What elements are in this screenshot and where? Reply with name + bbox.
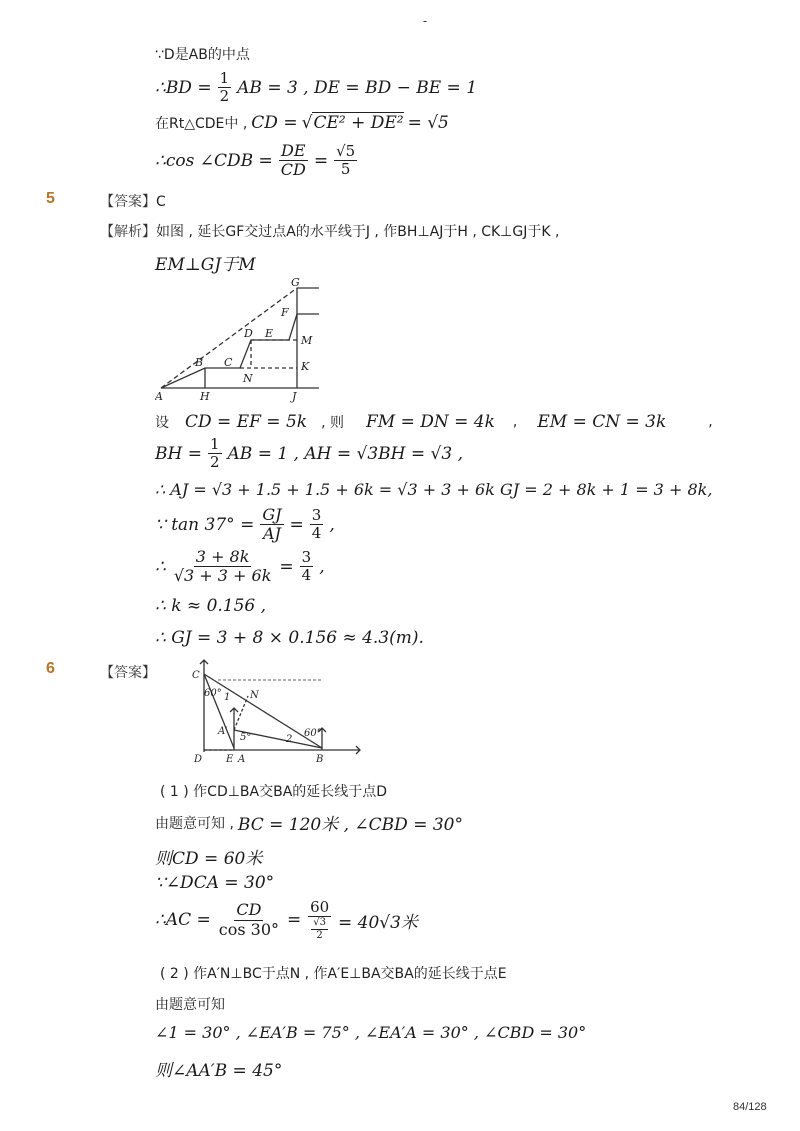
frac-numerator: GJ — [262, 505, 282, 524]
q5-number: 5 — [46, 190, 55, 207]
q5-line3-c: , 则 — [321, 415, 344, 431]
q6-line1: ( 1 ) 作CD⊥BA交BA的延长线于点D — [160, 784, 388, 800]
q6-line7: 由题意可知 — [155, 997, 225, 1013]
q6-line2-math: BC = 120米 , ∠CBD = 30° — [237, 815, 463, 835]
frac-denominator: 4 — [311, 524, 322, 543]
fig6-label-a: A — [238, 754, 246, 765]
q4-line4-frac1 — [279, 142, 308, 180]
analysis-text: 如图 , 延长GF交过点A的水平线于J , 作BH⊥AJ于H , CK⊥GJ于K , — [156, 224, 560, 240]
q5-line4 — [155, 436, 463, 472]
q6-line4: ∵∠DCA = 30° — [155, 873, 275, 893]
fig-label-k: K — [301, 360, 310, 373]
answer-value: C — [156, 194, 166, 210]
q6-line5-post: = 40√3米 — [337, 912, 418, 933]
q5-line3-d: FM = DN = 4k — [365, 412, 495, 432]
q5-line8: ∴ k ≈ 0.156 , — [155, 596, 267, 616]
q5-line6-pre: ∵ tan 37° = — [155, 514, 255, 535]
q6-line2 — [155, 810, 463, 835]
q6-line8: ∠1 = 30° , ∠EA′B = 75° , ∠EA′A = 30° , ∠CBD = 30° — [155, 1023, 587, 1042]
q5-line7-pre: ∴ — [155, 556, 166, 577]
q6-line5 — [155, 899, 418, 941]
fig-label-c: C — [224, 356, 233, 369]
q5-line6-eq: = — [289, 514, 304, 535]
q5-line4-frac — [208, 436, 222, 472]
frac-denominator: cos 30° — [218, 919, 279, 939]
q4-line3-sqrt: √CE² + DE² — [301, 113, 404, 133]
q5-line7 — [155, 548, 325, 586]
sqrt-radicand: CE² + DE² — [313, 113, 404, 133]
fig-label-f: F — [281, 306, 289, 319]
q6-line2-text: 由题意可知 , — [155, 815, 234, 832]
analysis-tag: 【解析】 — [100, 224, 156, 240]
fig-label-m: M — [301, 334, 313, 347]
q4-line2-pre: ∴BD = — [155, 77, 212, 98]
frac-numerator: CD — [236, 900, 262, 920]
q5-line9: ∴ GJ = 3 + 8 × 0.156 ≈ 4.3(m). — [155, 628, 424, 648]
frac-denominator: CD — [280, 160, 306, 180]
q5-line7-frac2 — [300, 549, 314, 585]
q5-line4-pre: BH = — [155, 443, 202, 464]
frac-numerator: 1 — [219, 69, 230, 87]
fig6-label-60a: 60° — [204, 688, 222, 699]
frac-denominator: 2 — [209, 453, 220, 472]
frac-numerator: 3 — [311, 506, 322, 525]
q4-line1: ∵D是AB的中点 — [155, 47, 250, 63]
q5-line3-a: 设 — [155, 415, 169, 431]
q6-figure — [190, 656, 365, 766]
fig-label-h: H — [200, 390, 210, 403]
frac-numerator: 60 — [310, 898, 330, 916]
q6-line6: ( 2 ) 作A′N⊥BC于点N , 作A′E⊥BA交BA的延长线于点E — [160, 966, 507, 982]
q6-line9: 则∠AA′B = 45° — [155, 1061, 283, 1081]
nested-frac — [311, 917, 328, 941]
q5-answer — [100, 191, 166, 211]
page-number: 84/128 — [733, 1101, 767, 1113]
q6-number: 6 — [46, 660, 55, 677]
fig6-label-e: E — [226, 754, 234, 765]
q5-figure — [155, 276, 325, 406]
q6-line5-frac1 — [217, 901, 281, 939]
q5-line3-f: EM = CN = 3k — [537, 412, 667, 432]
frac-denominator: AJ — [262, 524, 281, 544]
fig-label-d: D — [244, 327, 253, 340]
fig-label-a: A — [155, 390, 163, 403]
fig-label-g: G — [291, 276, 300, 289]
fig6-label-2: 2 — [286, 734, 293, 745]
header-mark: - — [423, 14, 428, 28]
frac-denominator: 5 — [340, 160, 351, 179]
fig6-label-aprime: A′ — [218, 726, 228, 737]
q4-line2-frac — [218, 70, 232, 106]
q5-line7-frac1 — [172, 548, 274, 586]
frac-denominator: 2 — [316, 929, 323, 941]
fig6-label-1: 1 — [224, 692, 231, 703]
fig-label-e: E — [265, 327, 274, 340]
q6-line5-eq: = — [287, 910, 302, 931]
fig-label-n: N — [243, 372, 253, 385]
fig6-label-60b: 60° — [304, 728, 322, 739]
q5-line5: ∴ AJ = √3 + 1.5 + 1.5 + 6k = √3 + 3 + 6k GJ = 2 + 8k + 1 = 3 + 8k, — [155, 480, 713, 499]
q4-line3-math-b: = √5 — [407, 113, 449, 133]
fig6-label-b: B — [316, 754, 324, 765]
q4-line4-pre: ∴cos ∠CDB = — [155, 150, 273, 171]
q5-line3 — [155, 412, 713, 432]
q5-line3-e: , — [512, 414, 518, 430]
q6-line5-pre: ∴AC = — [155, 910, 211, 931]
answer-tag: 【答案】 — [100, 194, 156, 210]
q5-line7-eq: = — [279, 556, 294, 577]
q4-line3-text: 在Rt△CDE中 , — [155, 116, 248, 132]
frac-numerator: 3 + 8k — [195, 547, 250, 566]
q5-line6-frac2 — [310, 507, 324, 543]
q5-analysis-line1 — [100, 221, 559, 241]
q5-line6-post: , — [329, 514, 335, 535]
q5-line4-post: AB = 1 , AH = √3BH = √3 , — [227, 443, 463, 464]
q4-line4 — [155, 142, 359, 180]
q5-line6 — [155, 506, 335, 544]
fig-label-b: B — [195, 356, 204, 369]
frac-denominator: √3 + 3 + 6k — [173, 566, 272, 586]
q5-line3-g: , — [708, 414, 713, 430]
q6-line3: 则CD = 60米 — [155, 849, 263, 869]
fig6-label-d: D — [194, 754, 203, 765]
frac-denominator — [307, 917, 332, 941]
frac-numerator: √3 — [313, 917, 326, 929]
frac-numerator: 3 — [301, 548, 312, 567]
q4-line4-eq: = — [313, 150, 329, 171]
fig6-label-5: 5° — [240, 732, 252, 743]
q5-analysis-line2: EM⊥GJ于M — [155, 255, 256, 275]
q4-line2-post: AB = 3 , DE = BD − BE = 1 — [237, 77, 478, 98]
fig-label-j: J — [292, 390, 297, 403]
q5-line3-b: CD = EF = 5k — [185, 412, 308, 432]
q5-line7-post: , — [319, 556, 325, 577]
frac-denominator: 2 — [219, 87, 230, 106]
frac-numerator: DE — [281, 141, 306, 160]
q5-line6-frac1 — [260, 506, 283, 544]
q4-line3 — [155, 113, 449, 133]
frac-numerator: √5 — [336, 142, 356, 161]
frac-denominator: 4 — [301, 566, 312, 585]
fig6-label-n: N — [250, 690, 259, 701]
fig6-label-c: C — [192, 670, 200, 681]
q4-line2 — [155, 70, 477, 106]
q4-line3-math-a: CD = — [251, 113, 298, 133]
frac-numerator: 1 — [209, 435, 220, 453]
q4-line4-frac2 — [334, 143, 357, 179]
q6-answer-tag: 【答案】 — [100, 665, 156, 681]
q6-line5-frac2 — [307, 899, 332, 941]
